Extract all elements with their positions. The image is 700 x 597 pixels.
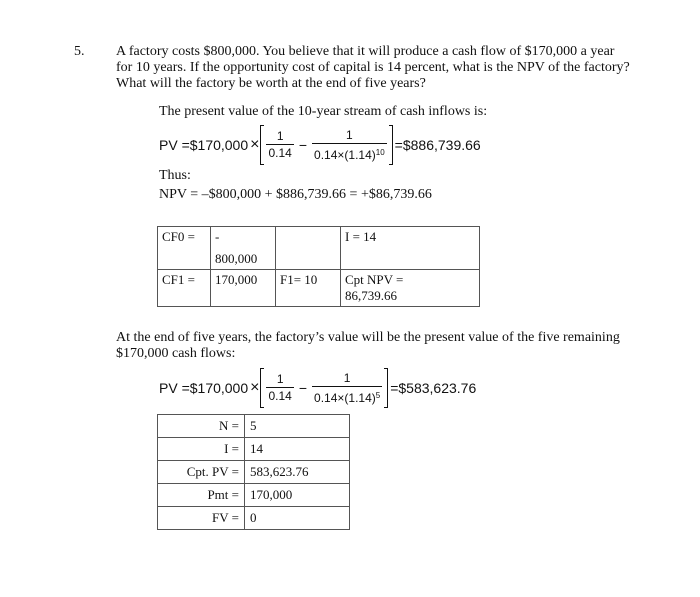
row-label: N =: [158, 415, 245, 438]
row-value: 0: [245, 507, 350, 530]
row-value: 170,000: [245, 484, 350, 507]
row-value: 5: [245, 415, 350, 438]
cf0-label: CF0 =: [158, 227, 211, 270]
thus-label: Thus:: [159, 168, 191, 183]
problem-line: for 10 years. If the opportunity cost of capital is 14 percent, what is the NPV of the factory?: [116, 60, 630, 75]
rate-cell: I = 14: [341, 227, 480, 270]
cf1-label: CF1 =: [158, 270, 211, 307]
exponent: 10: [375, 147, 385, 157]
part2-text: [116, 330, 620, 362]
cf0-dash: -: [215, 229, 220, 244]
fraction-1: [266, 372, 293, 404]
table-row: [158, 507, 350, 530]
problem-line: What will the factory be worth at the end of five years?: [116, 76, 426, 91]
right-bracket: [384, 368, 388, 408]
table-row: [158, 484, 350, 507]
fraction-denominator: 0.14: [268, 146, 292, 160]
cf1-value: 170,000: [211, 270, 276, 307]
row-label: Cpt. PV =: [158, 461, 245, 484]
pv-formula-5yr: [159, 366, 476, 410]
times-sign: ×: [250, 379, 260, 396]
formula-result: =$583,623.76: [390, 380, 477, 396]
calc-table-pv: [157, 414, 350, 530]
formula-lhs: PV =$170,000: [159, 380, 249, 396]
fraction-denominator: 0.14: [268, 389, 292, 403]
fraction-2: [312, 128, 387, 163]
npv-value: 86,739.66: [345, 288, 397, 303]
denominator-base: 0.14×(1.14): [314, 147, 376, 162]
npv-cell: [341, 270, 480, 307]
row-label: Pmt =: [158, 484, 245, 507]
times-sign: ×: [250, 136, 260, 153]
empty-cell: [276, 227, 341, 270]
left-bracket: [260, 125, 264, 165]
row-value: 583,623.76: [245, 461, 350, 484]
table-row: [158, 415, 350, 438]
fraction-numerator: 1: [276, 129, 284, 143]
npv-equation: NPV = –$800,000 + $886,739.66 = +$86,739.66: [159, 187, 432, 202]
fraction-denominator: [312, 386, 382, 406]
fraction-numerator: 1: [343, 370, 351, 385]
fraction-numerator: 1: [276, 372, 284, 386]
cf0-value: 800,000: [215, 251, 258, 266]
problem-number: 5.: [74, 44, 85, 59]
right-bracket: [389, 125, 393, 165]
formula-result: =$886,739.66: [394, 137, 481, 153]
minus-sign: −: [298, 137, 308, 153]
row-label: FV =: [158, 507, 245, 530]
problem-text: [116, 44, 630, 92]
problem-line: A factory costs $800,000. You believe that it will produce a cash flow of $170,000 a year: [116, 44, 615, 59]
part2-line: At the end of five years, the factory’s value will be the present value of the five remaining: [116, 330, 620, 345]
calc-table-npv: [157, 226, 480, 307]
pv-intro: The present value of the 10-year stream of cash inflows is:: [159, 104, 488, 119]
fraction-numerator: 1: [346, 127, 353, 142]
part2-line: $170,000 cash flows:: [116, 346, 236, 361]
row-value: 14: [245, 438, 350, 461]
left-bracket: [260, 368, 264, 408]
fraction-denominator: [312, 143, 387, 163]
exponent: 5: [375, 390, 381, 400]
minus-sign: −: [298, 380, 308, 396]
denominator-base: 0.14×(1.14): [314, 390, 376, 405]
cf0-cell: [211, 227, 276, 270]
f1-cell: F1= 10: [276, 270, 341, 307]
formula-lhs: PV =$170,000: [159, 137, 249, 153]
row-label: I =: [158, 438, 245, 461]
npv-label: Cpt NPV =: [345, 272, 404, 287]
pv-formula-10yr: [159, 123, 481, 167]
table-row: [158, 461, 350, 484]
fraction-1: [266, 129, 293, 161]
fraction-2: [312, 371, 382, 406]
table-row: [158, 438, 350, 461]
